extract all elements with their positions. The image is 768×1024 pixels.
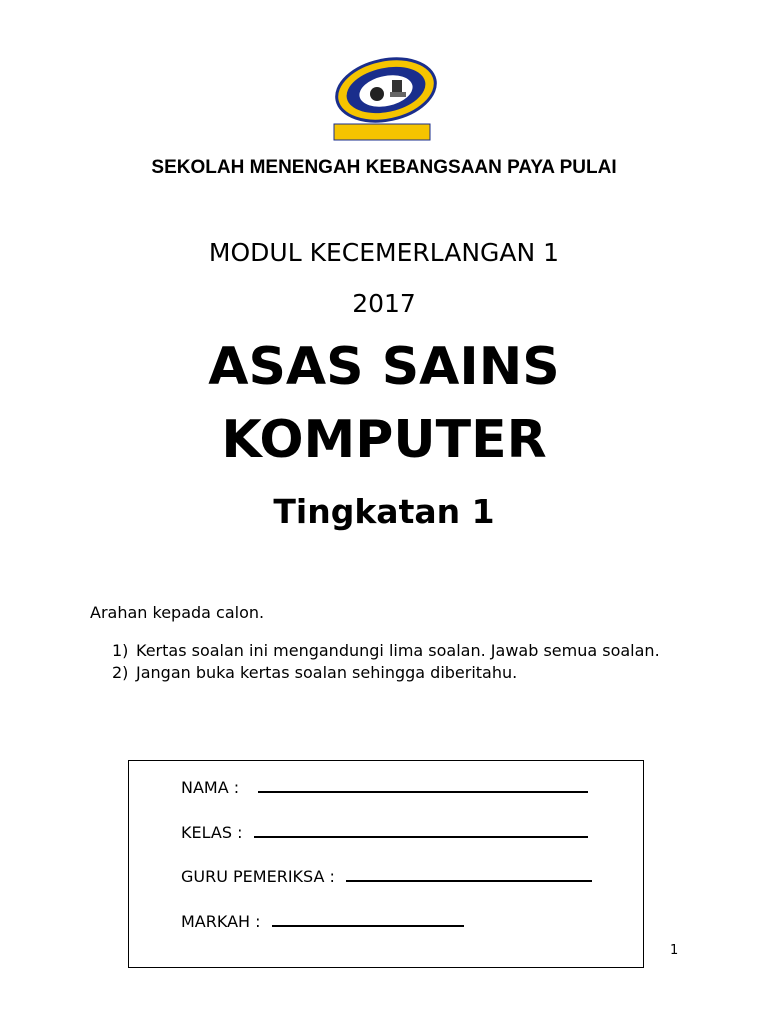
class-field bbox=[181, 822, 588, 842]
instruction-number: 2) bbox=[112, 663, 129, 682]
name-line[interactable] bbox=[258, 777, 588, 793]
page-number: 1 bbox=[670, 943, 679, 958]
school-name: SEKOLAH MENENGAH KEBANGSAAN PAYA PULAI bbox=[151, 157, 617, 178]
marks-line[interactable] bbox=[272, 911, 464, 927]
module-year: 2017 bbox=[352, 289, 416, 318]
marks-label: MARKAH : bbox=[181, 912, 261, 931]
teacher-line[interactable] bbox=[346, 866, 592, 882]
teacher-label: GURU PEMERIKSA : bbox=[181, 867, 335, 886]
instructions-heading: Arahan kepada calon. bbox=[90, 603, 265, 622]
subject-title-line-1: ASAS SAINS bbox=[208, 337, 560, 397]
instruction-item bbox=[112, 662, 672, 684]
school-logo bbox=[332, 54, 440, 144]
subject-title-line-2: KOMPUTER bbox=[221, 410, 547, 470]
instruction-text: Jangan buka kertas soalan sehingga diberitahu. bbox=[136, 663, 518, 682]
class-line[interactable] bbox=[254, 822, 588, 838]
instruction-number: 1) bbox=[112, 641, 129, 660]
student-info-box bbox=[128, 760, 644, 968]
name-label: NAMA : bbox=[181, 778, 240, 797]
marks-field bbox=[181, 911, 464, 931]
name-field bbox=[181, 777, 588, 797]
module-title: MODUL KECEMERLANGAN 1 bbox=[208, 238, 560, 267]
instructions-list bbox=[112, 640, 672, 684]
instruction-item bbox=[112, 640, 672, 662]
instruction-text: Kertas soalan ini mengandungi lima soalan. Jawab semua soalan. bbox=[136, 641, 660, 660]
teacher-field bbox=[181, 866, 592, 886]
class-label: KELAS : bbox=[181, 823, 243, 842]
form-level: Tingkatan 1 bbox=[273, 492, 495, 531]
